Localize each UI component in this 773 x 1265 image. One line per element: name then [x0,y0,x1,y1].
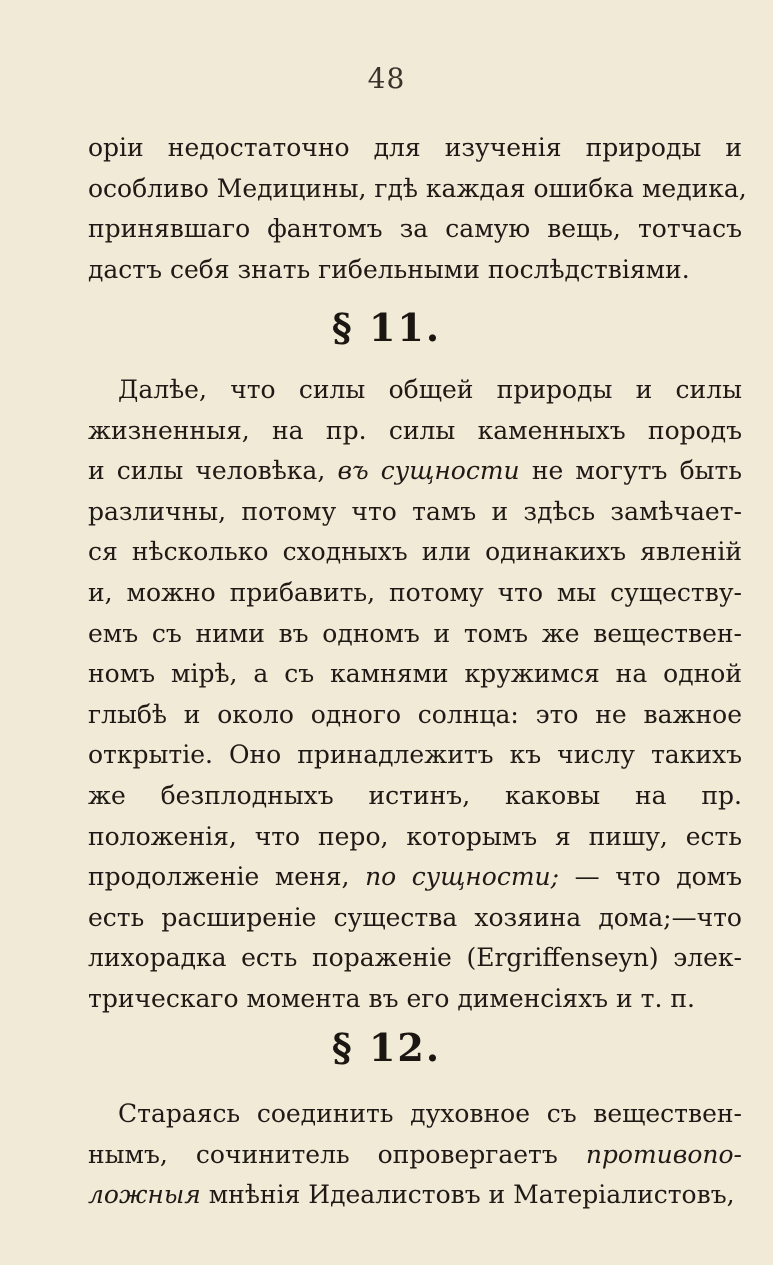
italic-phrase: ложныя [88,1180,201,1210]
text-span: — что домъ [574,862,742,892]
text-span: мнѣнiя Идеалистовъ и Матерiалистовъ, [208,1180,735,1210]
paragraph-line: орiи недостаточно для изученiя природы и [88,133,742,162]
paragraph-2 [88,370,742,1020]
paragraph-line: особливо Медицины, гдѣ каждая ошибка медика, [88,173,747,203]
paragraph-line: открытiе. Оно принадлежитъ къ числу такихъ [88,740,742,770]
paragraph-line: и, можно прибавить, потому что мы существу- [88,577,742,607]
paragraph-line: дастъ себя знать гибельными послѣдствiями. [88,254,690,284]
paragraph-line: Далѣе, что силы общей природы и силы [118,375,742,404]
italic-phrase: въ сущности [337,456,520,486]
text-span: нымъ, сочинитель опровергаетъ [88,1139,558,1169]
paragraph-line [88,1175,742,1216]
paragraph-line: различны, потому что тамъ и здѣсь замѣчает- [88,496,742,526]
paragraph-line: трическаго момента въ его дименсiяхъ и т. п. [88,983,695,1013]
italic-phrase: по сущности; [365,862,560,892]
paragraph-line: же безплодныхъ истинъ, каковы на пр. [88,780,742,810]
paragraph-line: жизненныя, на пр. силы каменныхъ породъ [88,415,742,445]
text-span: продолженiе меня, [88,862,350,892]
paragraph-line: номъ мiрѣ, а съ камнями кружимся на одной [88,659,742,689]
paragraph-line [88,1135,742,1176]
paragraph-line: ся нѣсколько сходныхъ или одинакихъ явленiй [88,537,742,567]
section-heading-11: § 11. [331,305,442,350]
text-span: не могутъ быть [531,456,742,486]
paragraph-line: глыбѣ и около одного солнца: это не важное [88,699,742,729]
paragraph-line: положенiя, что перо, которымъ я пишу, есть [88,821,742,851]
text-span: и силы человѣка, [88,456,326,486]
paragraph-line [88,857,742,898]
paragraph-1 [88,128,747,290]
page-number: 48 [367,62,406,95]
paragraph-3 [88,1094,742,1216]
italic-phrase: противопо- [585,1139,742,1169]
paragraph-line: принявшаго фантомъ за самую вещь, тотчасъ [88,214,742,244]
section-heading-12: § 12. [331,1025,442,1070]
paragraph-line: Стараясь соединить духовное съ веществен- [118,1099,742,1128]
paragraph-line [88,451,742,492]
paragraph-line: лихорадка есть пораженiе (Ergriffenseyn) элек- [88,943,742,973]
paragraph-line: емъ съ ними въ одномъ и томъ же веществен- [88,618,742,648]
paragraph-line: есть расширенiе существа хозяина дома;—что [88,902,742,932]
